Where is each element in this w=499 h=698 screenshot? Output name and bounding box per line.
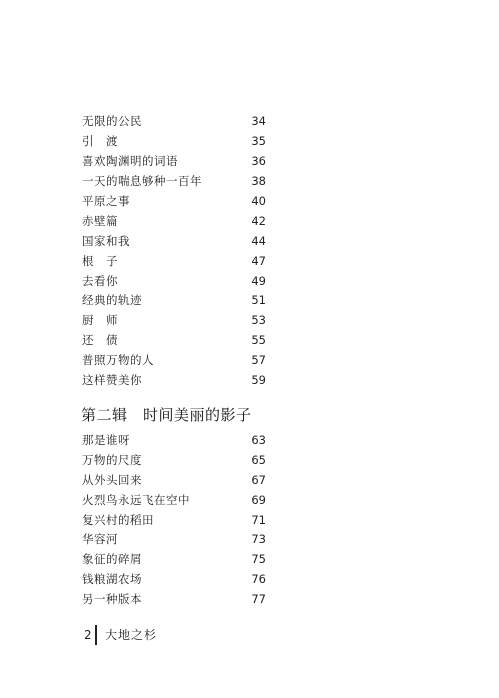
toc-entry[interactable] bbox=[82, 233, 266, 249]
toc-entry-title: 引 渡 bbox=[82, 134, 118, 148]
toc-entry[interactable] bbox=[82, 153, 266, 169]
toc-entry-title: 钱粮湖农场 bbox=[82, 572, 142, 586]
toc-entry-title: 这样赞美你 bbox=[82, 373, 142, 387]
toc-entry[interactable] bbox=[82, 253, 266, 269]
toc-entry[interactable] bbox=[82, 292, 266, 308]
toc-entry-page: 36 bbox=[251, 154, 266, 168]
toc-entry-title: 从外头回来 bbox=[82, 473, 142, 487]
toc-entry-title: 平原之事 bbox=[82, 194, 130, 208]
toc-entry-title: 另一种版本 bbox=[82, 592, 142, 606]
toc-entry-title: 喜欢陶渊明的词语 bbox=[82, 154, 178, 168]
toc-entry[interactable] bbox=[82, 332, 266, 348]
toc-entry-title: 万物的尺度 bbox=[82, 453, 142, 467]
toc-entry[interactable] bbox=[82, 432, 266, 448]
toc-entry-page: 47 bbox=[251, 254, 266, 268]
toc-entry-title: 还 债 bbox=[82, 333, 118, 347]
toc-entry-page: 34 bbox=[251, 114, 266, 128]
toc-entry-title: 去看你 bbox=[82, 274, 118, 288]
toc-entry-title: 火烈鸟永远飞在空中 bbox=[82, 493, 190, 507]
toc-entry-title: 国家和我 bbox=[82, 234, 130, 248]
toc-entry-title: 无限的公民 bbox=[82, 114, 142, 128]
section-heading[interactable]: 第二辑 时间美丽的影子 bbox=[81, 406, 252, 424]
toc-entry-title: 赤壁篇 bbox=[82, 214, 118, 228]
toc-entry[interactable] bbox=[82, 531, 266, 547]
toc-entry-title: 根 子 bbox=[82, 254, 118, 268]
toc-entry[interactable] bbox=[82, 352, 266, 368]
toc-entry[interactable] bbox=[82, 452, 266, 468]
toc-entry-title: 象征的碎屑 bbox=[82, 552, 142, 566]
toc-entry[interactable] bbox=[82, 492, 266, 508]
toc-entry[interactable] bbox=[82, 472, 266, 488]
toc-entry-page: 42 bbox=[251, 214, 266, 228]
toc-entry-title: 华容河 bbox=[82, 532, 118, 546]
toc-entry-page: 65 bbox=[251, 453, 266, 467]
toc-entry[interactable] bbox=[82, 193, 266, 209]
toc-entry-page: 75 bbox=[251, 552, 266, 566]
toc-entry-page: 57 bbox=[251, 353, 266, 367]
toc-entry[interactable] bbox=[82, 113, 266, 129]
footer-divider bbox=[95, 625, 97, 645]
toc-entry-page: 40 bbox=[251, 194, 266, 208]
toc-entry[interactable] bbox=[82, 571, 266, 587]
toc-entry-page: 67 bbox=[251, 473, 266, 487]
toc-entry-page: 59 bbox=[251, 373, 266, 387]
toc-entry-page: 51 bbox=[251, 293, 266, 307]
toc-entry-page: 69 bbox=[251, 493, 266, 507]
running-book-title: 大地之杉 bbox=[105, 628, 158, 642]
toc-entry-page: 35 bbox=[251, 134, 266, 148]
toc-entry[interactable] bbox=[82, 213, 266, 229]
toc-entry-page: 73 bbox=[251, 532, 266, 546]
toc-entry-title: 那是谁呀 bbox=[82, 433, 130, 447]
toc-entry-title: 经典的轨迹 bbox=[82, 293, 142, 307]
toc-entry-page: 55 bbox=[251, 333, 266, 347]
toc-entry[interactable] bbox=[82, 273, 266, 289]
toc-entry[interactable] bbox=[82, 372, 266, 388]
toc-entry[interactable] bbox=[82, 512, 266, 528]
toc-entry-page: 49 bbox=[251, 274, 266, 288]
toc-entry-title: 普照万物的人 bbox=[82, 353, 154, 367]
toc-entry-page: 76 bbox=[251, 572, 266, 586]
toc-entry-page: 53 bbox=[251, 313, 266, 327]
toc-entry-page: 44 bbox=[251, 234, 266, 248]
toc-entry-page: 38 bbox=[251, 174, 266, 188]
toc-entry-title: 复兴村的稻田 bbox=[82, 513, 154, 527]
toc-entry-page: 71 bbox=[251, 513, 266, 527]
page-number: 2 bbox=[84, 628, 92, 642]
toc-entry-title: 厨 师 bbox=[82, 313, 118, 327]
toc-entry[interactable] bbox=[82, 173, 266, 189]
toc-entry[interactable] bbox=[82, 133, 266, 149]
toc-entry[interactable] bbox=[82, 551, 266, 567]
toc-entry-page: 63 bbox=[251, 433, 266, 447]
toc-entry[interactable] bbox=[82, 312, 266, 328]
toc-entry[interactable] bbox=[82, 591, 266, 607]
toc-entry-title: 一天的喘息够种一百年 bbox=[82, 174, 202, 188]
toc-entry-page: 77 bbox=[251, 592, 266, 606]
